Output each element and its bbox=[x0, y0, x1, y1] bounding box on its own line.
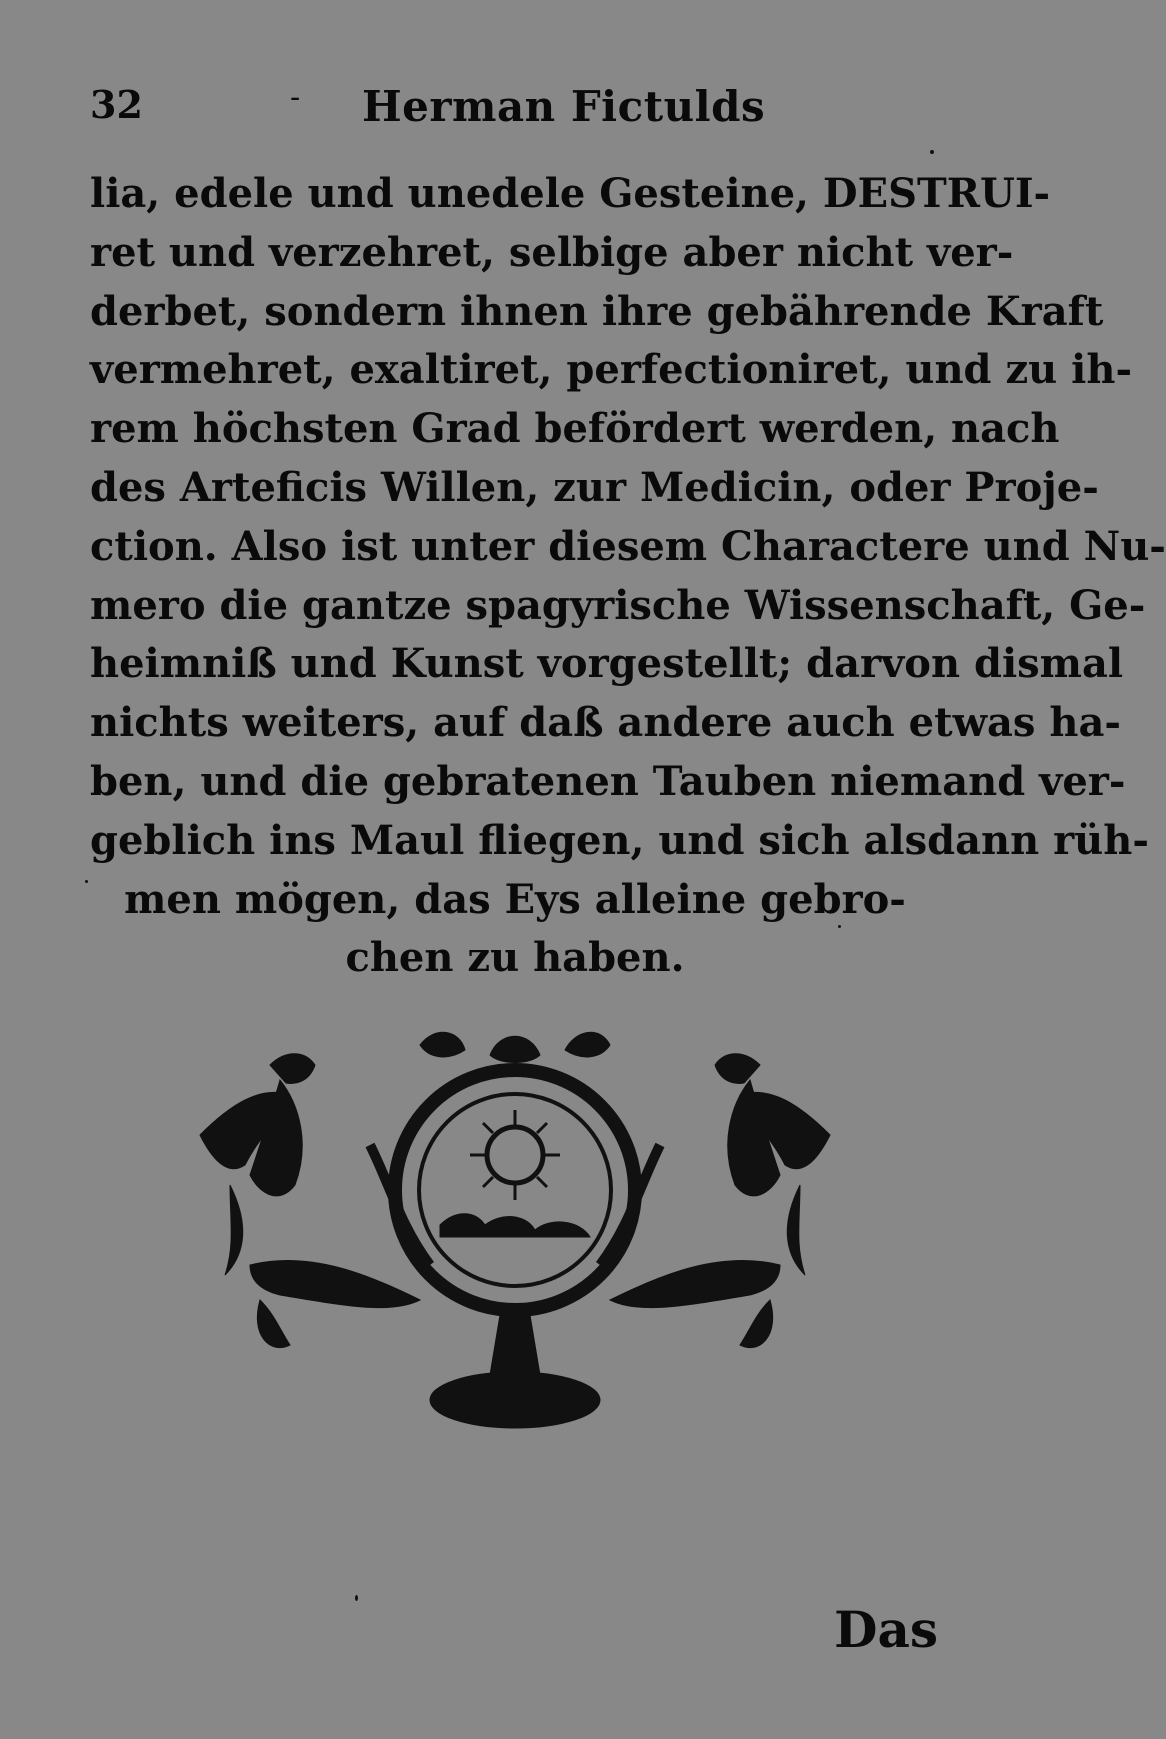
ink-speck bbox=[838, 925, 841, 928]
page-header bbox=[90, 82, 920, 132]
text-line: nichts weiters, auf daß andere auch etwas ha- bbox=[90, 699, 1121, 747]
text-line: des Arteficis Willen, zur Medicin, oder Proje- bbox=[90, 463, 1099, 511]
ink-speck bbox=[355, 1595, 358, 1601]
text-line: ben, und die gebratenen Tauben niemand ver- bbox=[90, 757, 1126, 805]
text-line: men mögen, das Eys alleine gebro- bbox=[124, 875, 906, 923]
text-line: heimniß und Kunst vorgestellt; darvon dismal bbox=[90, 640, 1124, 688]
text-line: ret und verzehret, selbige aber nicht ver- bbox=[90, 228, 1014, 276]
text-line: derbet, sondern ihnen ihre gebährende Kraft bbox=[90, 287, 1104, 335]
running-head: Herman Fictulds bbox=[362, 82, 766, 131]
text-line: rem höchsten Grad befördert werden, nach bbox=[90, 405, 1060, 453]
text-line: geblich ins Maul fliegen, und sich alsdann rüh- bbox=[90, 816, 1149, 864]
text-line: lia, edele und unedele Gesteine, DESTRUI- bbox=[90, 170, 1051, 217]
text-line: chen zu haben. bbox=[345, 934, 685, 982]
header-separator: - bbox=[290, 80, 301, 115]
text-line: mero die gantze spagyrische Wissenschaft, Ge- bbox=[90, 581, 1146, 629]
ink-speck bbox=[930, 150, 934, 154]
ink-speck bbox=[85, 880, 88, 883]
body-text bbox=[90, 165, 1166, 988]
text-line: vermehret, exaltiret, perfectioniret, und zu ih- bbox=[90, 346, 1133, 394]
catchword: Das bbox=[834, 1600, 938, 1659]
text-line: ction. Also ist unter diesem Charactere und Nu- bbox=[90, 522, 1166, 570]
page-number: 32 bbox=[90, 82, 143, 127]
eagles-sun-ornament-icon bbox=[190, 1025, 840, 1465]
